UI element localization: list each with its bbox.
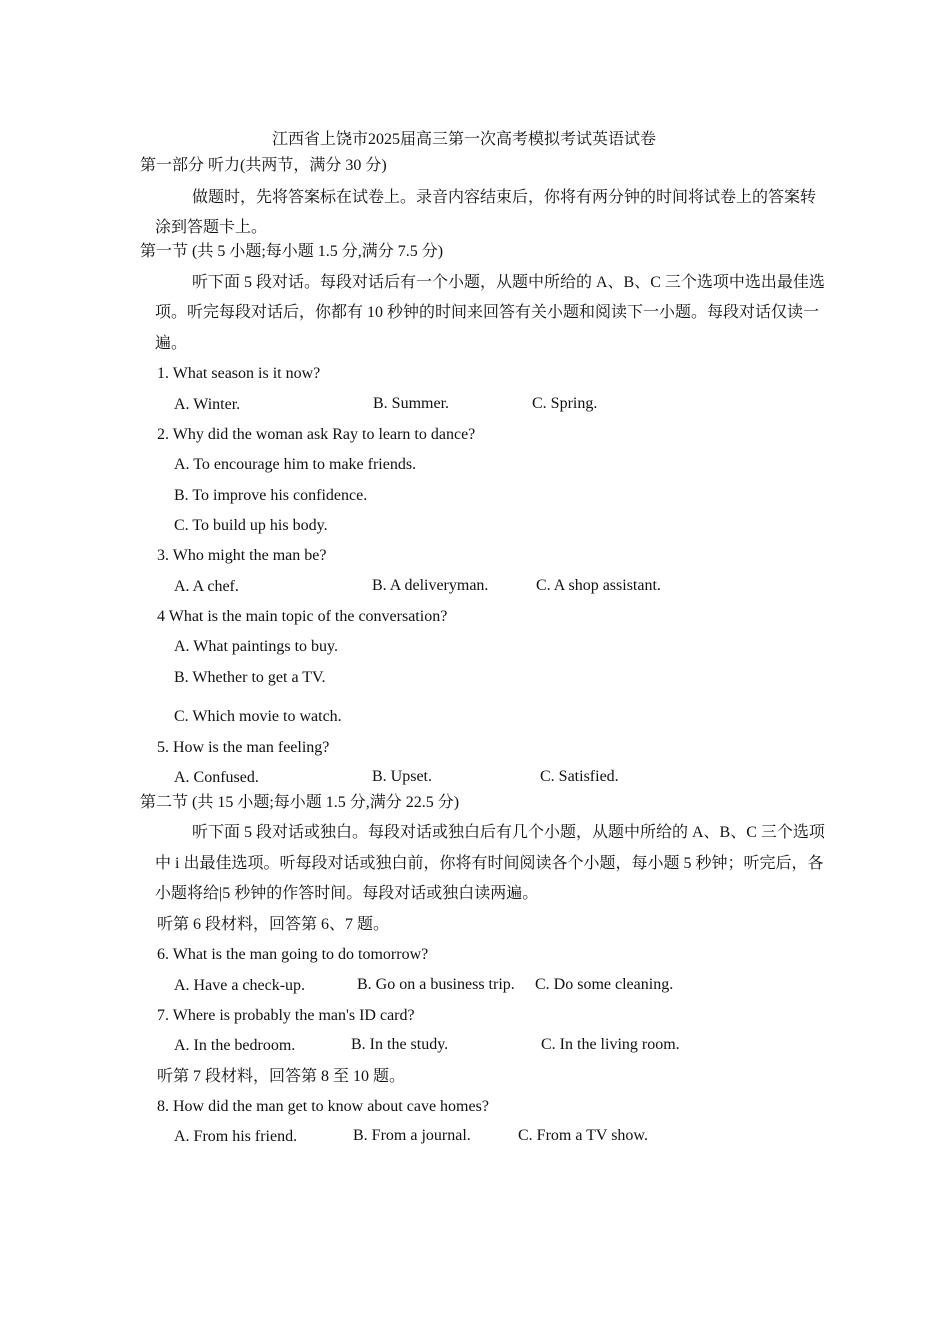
question-5: 5. How is the man feeling? — [157, 739, 330, 756]
part1-intro-line1: 做题时，先将答案标在试卷上。录音内容结束后，你将有两分钟的时间将试卷上的答案转 — [192, 189, 817, 206]
exam-title: 江西省上饶市2025届高三第一次高考模拟考试英语试卷 — [272, 131, 657, 148]
section1-instr-line2: 项。听完每段对话后，你都有 10 秒钟的时间来回答有关小题和阅读下一小题。每段对话仅读一 — [155, 304, 820, 321]
question-2-option-c: C. To build up his body. — [174, 517, 328, 534]
question-8-option-a: A. From his friend. — [174, 1128, 298, 1145]
section2-instr-line2: 中 i 出最佳选项。听每段对话或独白前，你将有时间阅读各个小题，每小题 5 秒钟；听完后，各 — [155, 855, 824, 872]
question-5-option-a: A. Confused. — [174, 769, 259, 786]
option-text: A. Winter. — [174, 396, 241, 413]
question-3-option-c: C. A shop assistant. — [536, 577, 661, 594]
question-2: 2. Why did the woman ask Ray to learn to dance? — [157, 426, 476, 443]
question-4-option-a: A. What paintings to buy. — [174, 638, 338, 655]
question-4-option-b: B. Whether to get a TV. — [174, 669, 326, 686]
question-3-option-b: B. A deliveryman. — [372, 577, 489, 594]
section2-instr-line1: 听下面 5 段对话或独白。每段对话或独白后有几个小题，从题中所给的 A、B、C 三个选项 — [192, 824, 825, 841]
section1-instr-line3: 遍。 — [155, 335, 188, 352]
question-7-option-b: B. In the study. — [351, 1036, 449, 1053]
section1-heading: 第一节 (共 5 小题;每小题 1.5 分,满分 7.5 分) — [140, 243, 444, 260]
question-2-option-a: A. To encourage him to make friends. — [174, 456, 417, 473]
question-1-option-a — [174, 395, 240, 415]
question-5-option-b: B. Upset. — [372, 768, 432, 785]
question-3: 3. Who might the man be? — [157, 547, 327, 564]
material-7-note: 听第 7 段材料，回答第 8 至 10 题。 — [157, 1068, 406, 1085]
question-8-option-b: B. From a journal. — [353, 1127, 471, 1144]
question-8-option-c: C. From a TV show. — [518, 1127, 648, 1144]
part1-heading: 第一部分 听力(共两节，满分 30 分) — [140, 157, 387, 174]
question-6-option-a: A. Have a check-up. — [174, 977, 306, 994]
question-2-option-b: B. To improve his confidence. — [174, 487, 368, 504]
question-6-option-c: C. Do some cleaning. — [535, 976, 674, 993]
question-8: 8. How did the man get to know about cave homes? — [157, 1098, 489, 1115]
question-1-option-b: B. Summer. — [373, 395, 450, 412]
question-5-option-c: C. Satisfied. — [540, 768, 619, 785]
section2-heading: 第二节 (共 15 小题;每小题 1.5 分,满分 22.5 分) — [140, 794, 460, 811]
question-7-option-c: C. In the living room. — [541, 1036, 680, 1053]
part1-intro-line2: 涂到答题卡上。 — [155, 219, 268, 236]
question-7: 7. Where is probably the man's ID card? — [157, 1007, 415, 1024]
material-6-note: 听第 6 段材料，回答第 6、7 题。 — [157, 916, 390, 933]
question-1-option-c: C. Spring. — [532, 395, 598, 412]
question-4-option-c: C. Which movie to watch. — [174, 708, 342, 725]
question-3-option-a: A. A chef. — [174, 578, 239, 595]
question-1: 1. What season is it now? — [157, 365, 321, 382]
question-7-option-a: A. In the bedroom. — [174, 1037, 296, 1054]
question-6: 6. What is the man going to do tomorrow? — [157, 946, 429, 963]
question-4: 4 What is the main topic of the conversation? — [157, 608, 448, 625]
section2-instr-line3: 小题将给|5 秒钟的作答时间。每段对话或独白读两遍。 — [155, 885, 539, 902]
question-6-option-b: B. Go on a business trip. — [357, 976, 515, 993]
section1-instr-line1: 听下面 5 段对话。每段对话后有一个小题，从题中所给的 A、B、C 三个选项中选出最佳选 — [192, 274, 825, 291]
